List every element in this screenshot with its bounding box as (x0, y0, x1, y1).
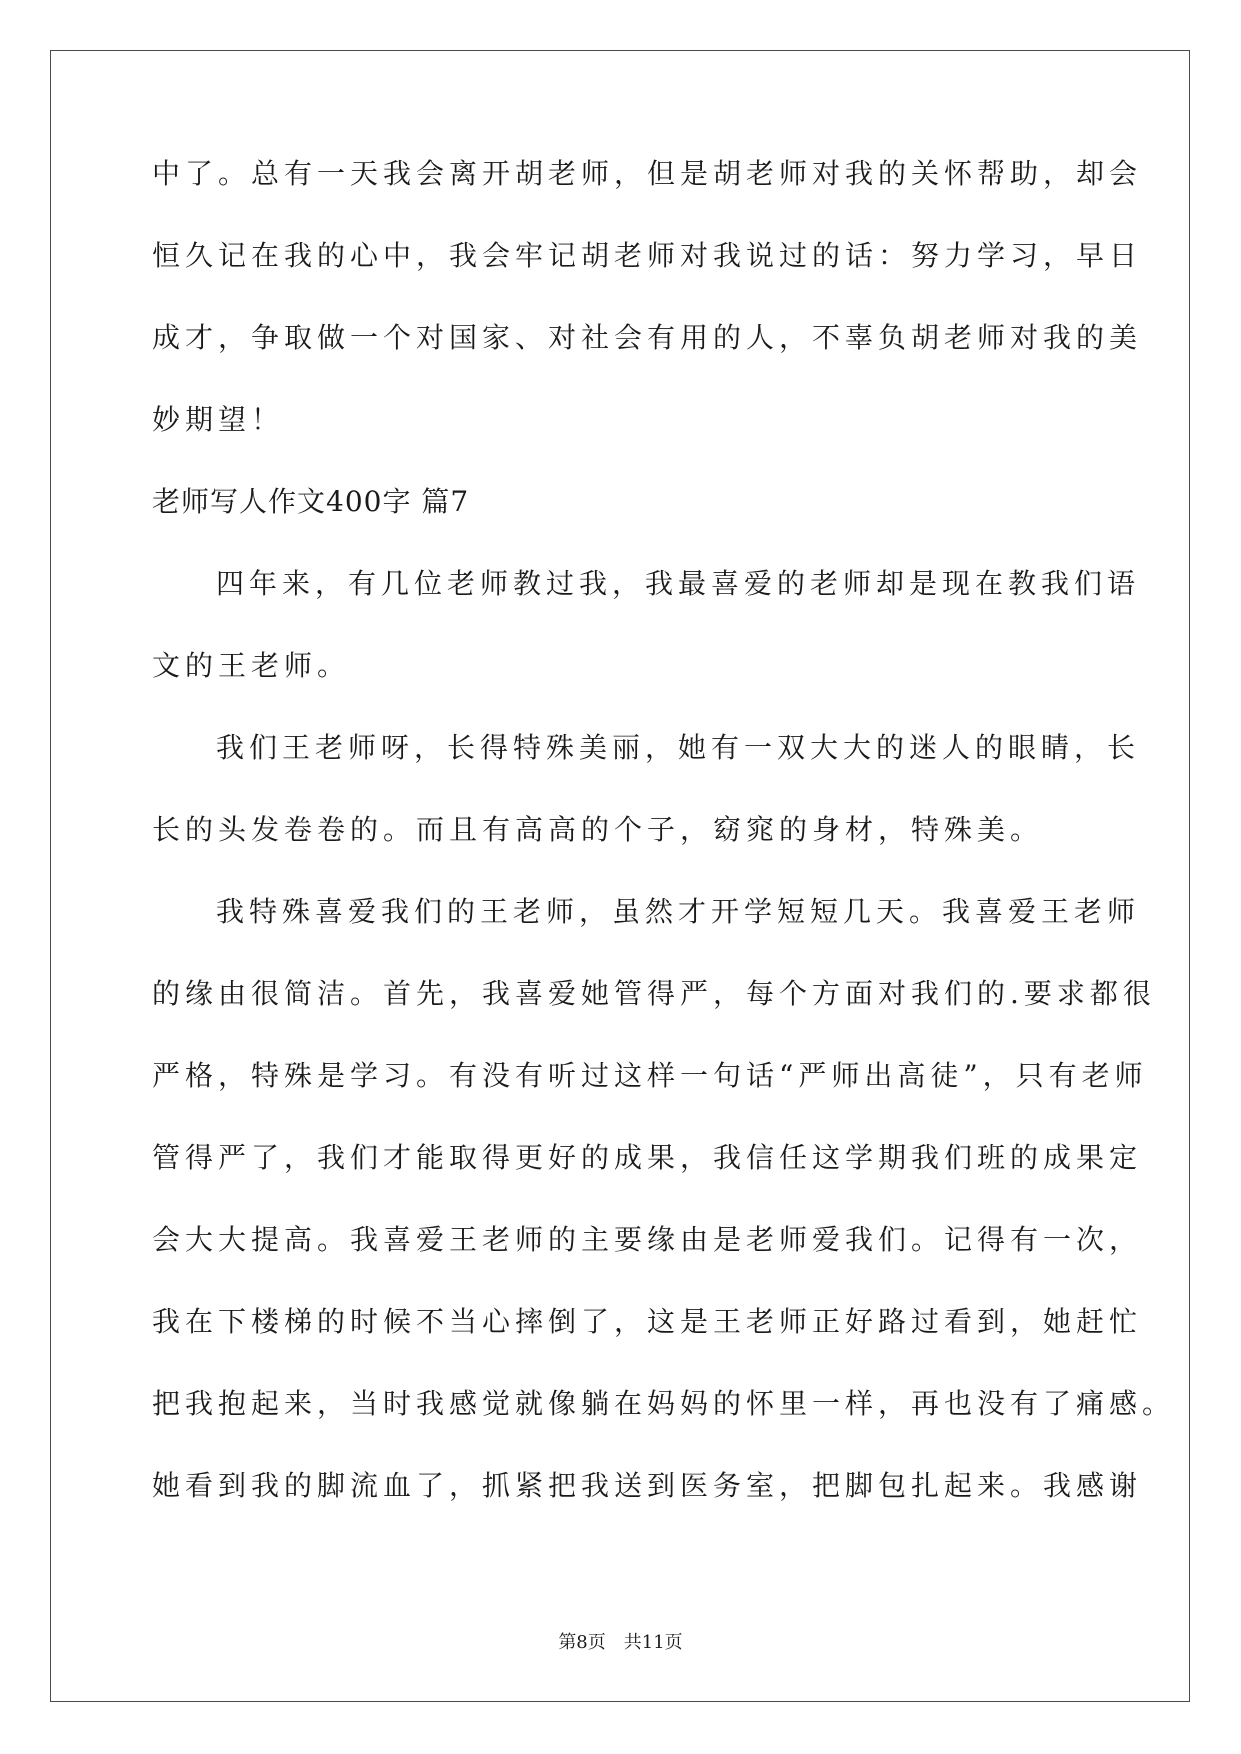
text-line: 她看到我的脚流血了，抓紧把我送到医务室，把脚包扎起来。我感谢 (152, 1469, 1143, 1502)
paragraph-first-line: 我特殊喜爱我们的王老师，虽然才开学短短几天。我喜爱王老师 (216, 895, 1141, 928)
document-body (152, 157, 1176, 1554)
text-line: 中了。总有一天我会离开胡老师，但是胡老师对我的关怀帮助，却会 (152, 157, 1143, 190)
text-line: 成才，争取做一个对国家、对社会有用的人，不辜负胡老师对我的美 (152, 321, 1143, 354)
text-line: 管得严了，我们才能取得更好的成果，我信任这学期我们班的成果定 (152, 1141, 1143, 1174)
text-line: 严格，特殊是学习。有没有听过这样一句话“严师出高徒”，只有老师 (152, 1059, 1148, 1092)
page-number-footer: 第8页 共11页 (558, 1632, 683, 1653)
text-line: 我在下楼梯的时候不当心摔倒了，这是王老师正好路过看到，她赶忙 (152, 1305, 1143, 1338)
text-line: 恒久记在我的心中，我会牢记胡老师对我说过的话：努力学习，早日 (152, 239, 1143, 272)
text-line: 的缘由很简洁。首先，我喜爱她管得严，每个方面对我们的.要求都很 (152, 977, 1156, 1010)
text-line: 会大大提高。我喜爱王老师的主要缘由是老师爱我们。记得有一次， (152, 1223, 1143, 1256)
text-line: 妙期望！ (152, 403, 285, 436)
section-heading: 老师写人作文400字 篇7 (152, 485, 470, 518)
text-line: 文的王老师。 (152, 649, 351, 682)
paragraph-first-line: 四年来，有几位老师教过我，我最喜爱的老师却是现在教我们语 (216, 567, 1141, 600)
text-line: 把我抱起来，当时我感觉就像躺在妈妈的怀里一样，再也没有了痛感。 (152, 1387, 1176, 1420)
paragraph-first-line: 我们王老师呀，长得特殊美丽，她有一双大大的迷人的眼睛，长 (216, 731, 1141, 764)
text-line: 长的头发卷卷的。而且有高高的个子，窈窕的身材，特殊美。 (152, 813, 1044, 846)
